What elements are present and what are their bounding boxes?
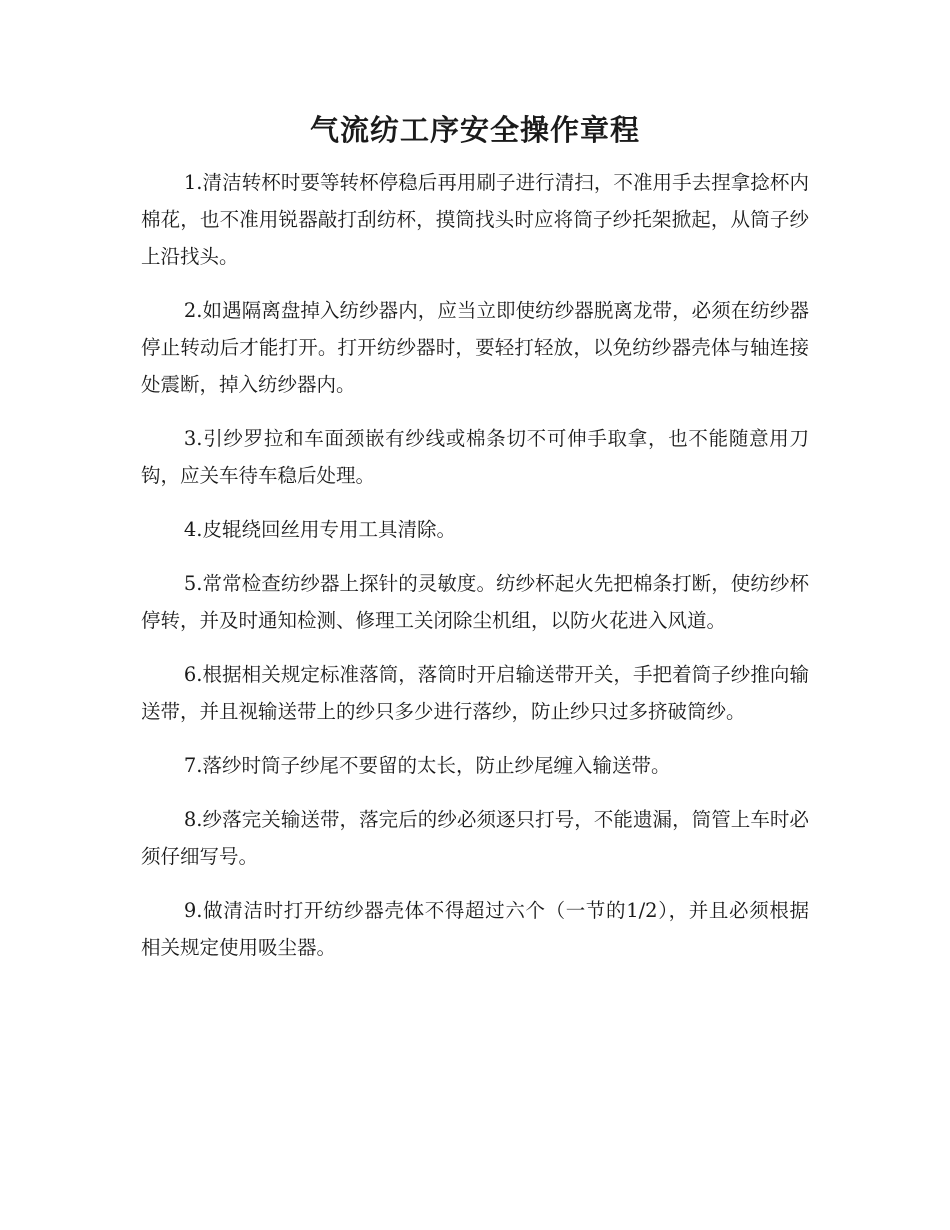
paragraph-3: 3.引纱罗拉和车面颈嵌有纱线或棉条切不可伸手取拿，也不能随意用刀钩，应关车待车稳后处理。 (141, 427, 809, 487)
paragraph-7: 7.落纱时筒子纱尾不要留的太长，防止纱尾缠入输送带。 (183, 754, 671, 777)
paragraph-1: 1.清洁转杯时要等转杯停稳后再用刷子进行清扫，不准用手去捏拿捻杯内棉花，也不准用锐器敲打刮纺杯，摸筒找头时应将筒子纱托架掀起，从筒子纱上沿找头。 (141, 171, 809, 268)
paragraph-6: 6.根据相关规定标准落筒，落筒时开启输送带开关，手把着筒子纱推向输送带，并且视输送带上的纱只多少进行落纱，防止纱只过多挤破筒纱。 (141, 663, 809, 723)
paragraph-8: 8.纱落完关输送带，落完后的纱必须逐只打号，不能遗漏，筒管上车时必须仔细写号。 (141, 808, 809, 868)
paragraph-5: 5.常常检查纺纱器上探针的灵敏度。纺纱杯起火先把棉条打断，使纺纱杯停转，并及时通知检测、修理工关闭除尘机组，以防火花进入风道。 (141, 572, 809, 632)
paragraph-2: 2.如遇隔离盘掉入纺纱器内，应当立即使纺纱器脱离龙带，必须在纺纱器停止转动后才能打开。打开纺纱器时，要轻打轻放，以免纺纱器壳体与轴连接处震断，掉入纺纱器内。 (141, 299, 809, 396)
document-body (141, 164, 809, 983)
paragraph-9: 9.做清洁时打开纺纱器壳体不得超过六个（一节的1/2），并且必须根据相关规定使用吸尘器。 (141, 899, 809, 959)
paragraph-4: 4.皮辊绕回丝用专用工具清除。 (183, 518, 456, 541)
document-title: 气流纺工序安全操作章程 (309, 113, 640, 147)
